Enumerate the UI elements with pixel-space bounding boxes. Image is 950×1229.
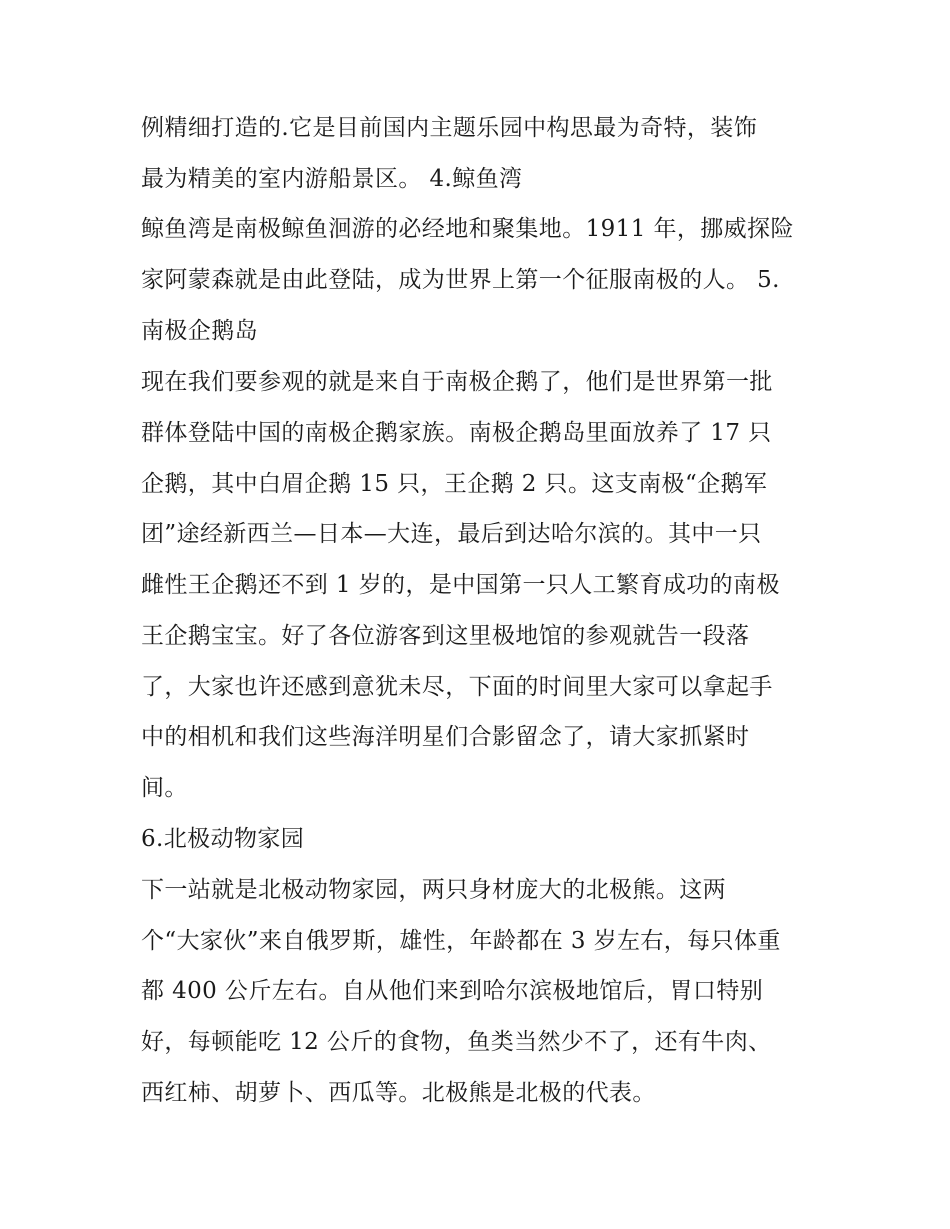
text-line: 家阿蒙森就是由此登陆，成为世界上第一个征服南极的人。 5. xyxy=(141,267,780,293)
section-heading: 6.北极动物家园 xyxy=(141,826,305,852)
text-line: 例精细打造的.它是目前国内主题乐园中构思最为奇特，装饰 xyxy=(141,115,758,141)
text-line: 团”途经新西兰—日本—大连，最后到达哈尔滨的。其中一只 xyxy=(141,521,762,547)
text-line: 间。 xyxy=(141,775,188,801)
text-line: 好，每顿能吃 12 公斤的食物，鱼类当然少不了，还有牛肉、 xyxy=(141,1029,772,1055)
text-line: 雌性王企鹅还不到 1 岁的，是中国第一只人工繁育成功的南极 xyxy=(141,572,780,598)
text-line: 了，大家也许还感到意犹未尽，下面的时间里大家可以拿起手 xyxy=(141,674,773,700)
text-line: 西红柿、胡萝卜、西瓜等。北极熊是北极的代表。 xyxy=(141,1080,656,1106)
text-line: 现在我们要参观的就是来自于南极企鹅了，他们是世界第一批 xyxy=(141,369,773,395)
text-line: 王企鹅宝宝。好了各位游客到这里极地馆的参观就告一段落 xyxy=(141,623,750,649)
text-line: 群体登陆中国的南极企鹅家族。南极企鹅岛里面放养了 17 只 xyxy=(141,420,772,446)
text-line: 中的相机和我们这些海洋明星们合影留念了，请大家抓紧时 xyxy=(141,724,750,750)
text-line: 企鹅，其中白眉企鹅 15 只，王企鹅 2 只。这支南极“企鹅军 xyxy=(141,471,768,497)
text-line: 最为精美的室内游船景区。 4.鲸鱼湾 xyxy=(141,166,523,192)
text-line: 个“大家伙”来自俄罗斯，雄性，年龄都在 3 岁左右，每只体重 xyxy=(141,928,781,954)
text-line: 南极企鹅岛 xyxy=(141,318,258,344)
text-line: 下一站就是北极动物家园，两只身材庞大的北极熊。这两 xyxy=(141,877,726,903)
text-line: 都 400 公斤左右。自从他们来到哈尔滨极地馆后，胃口特别 xyxy=(141,978,764,1004)
text-line: 鲸鱼湾是南极鲸鱼洄游的必经地和聚集地。1911 年，挪威探险 xyxy=(141,216,794,242)
